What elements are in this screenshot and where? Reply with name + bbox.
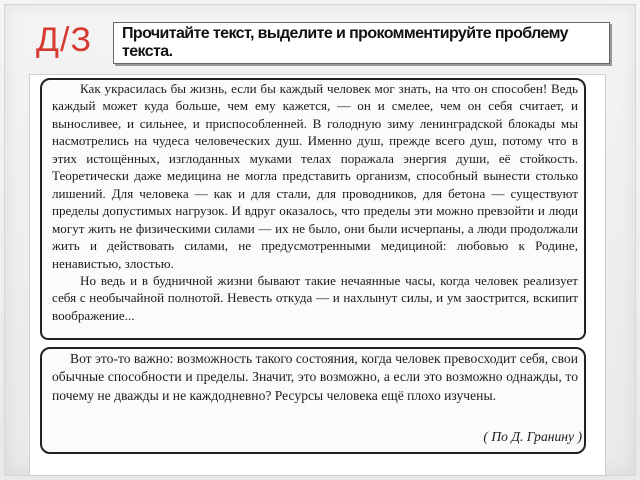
quote-text: Вот это-то важно: возможность такого состояния, когда человек превосходит себя, свои обычные способности и пределы. Значит, это возможно, а если это возможно однажды, то почему не дважды и не каждодневно? Ресурсы человека ещё плохо изучены. [52, 351, 578, 403]
task-instruction-box [113, 22, 610, 64]
task-instruction: Прочитайте текст, выделите и прокомментируйте проблему текста. [122, 25, 568, 60]
paragraph-2: Но ведь и в будничной жизни бывают такие нечаянные часы, когда человек реализует себя с необычайной полнотой. Невесть откуда — и нахлынут силы, и ум заострится, вскипит воображение... [52, 272, 578, 323]
homework-label: Д/З [36, 21, 93, 59]
main-text [52, 80, 578, 324]
paragraph-1: Как украсилась бы жизнь, если бы каждый человек мог знать, на что он способен! Ведь каждый может куда больше, чем ему кажется, — он и смелее, чем он себя считает, и выносливее, и сильнее, и приспособленней. В голодную зиму ленинградской блокады мы насмотрелись на чудеса человеческих душ. Именно душ, прежде всего душ, потому что в этих истощённых, изглоданных муками телах поражала энергия души, её стойкость. Теоретически даже медицина не могла представить организм, способный вынести столько лишений. Для человека — как и для стали, для проводников, для бетона — существуют пределы допустимых нагрузок. И вдруг оказалось, что пределы эти можно превзойти и люди могут жить не физическими силами — их не было, они были исчерпаны, а люди продолжали жить и действовать силами, не предусмотренными медициной: любовью к Родине, ненавистью, злостью. [52, 81, 578, 271]
author-attribution: ( По Д. Гранину ) [483, 429, 582, 444]
